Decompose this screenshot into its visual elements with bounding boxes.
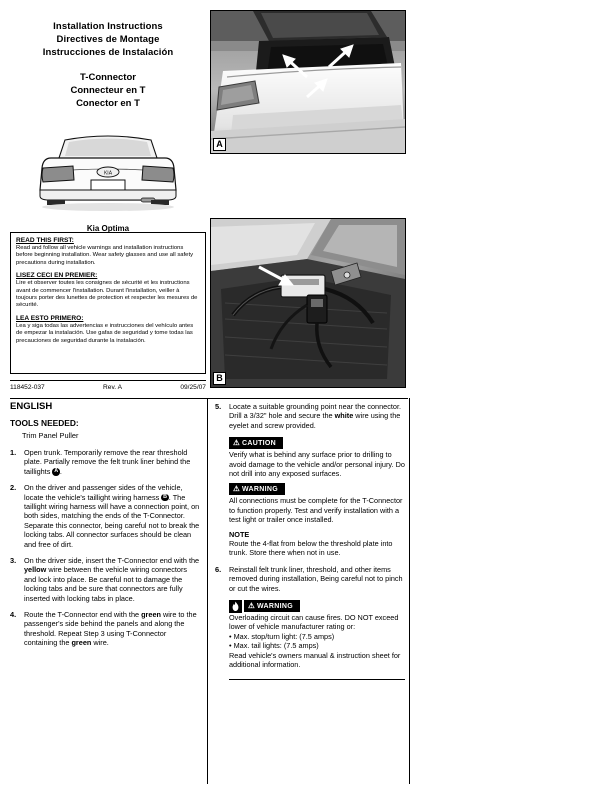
fire-warning-bar (244, 600, 300, 612)
step-number: 2. (10, 483, 17, 493)
step-text (24, 556, 200, 603)
warning-triangle-icon: ⚠ (233, 484, 241, 494)
taillight-wiring-harness-photo (210, 218, 406, 388)
tools-needed-item: Trim Panel Puller (22, 430, 79, 440)
fire-icon-glyph (229, 600, 242, 613)
step-text (24, 610, 200, 648)
language-heading: ENGLISH (10, 401, 53, 412)
instruction-step (215, 565, 405, 593)
instruction-step (215, 402, 405, 430)
fire-warning-closing: Read vehicle's owners manual & instruction sheet for additional information. (229, 650, 401, 670)
step-number: 4. (10, 609, 17, 619)
column-divider-right (409, 398, 410, 784)
svg-text:KIA: KIA (103, 170, 113, 177)
title-and-info-column (10, 10, 206, 391)
fire-warning-bullet: • Max. stop/turn light: (7.5 amps) (229, 631, 335, 641)
header-separator-rule (10, 398, 408, 399)
document-header-section (0, 0, 612, 392)
photo-label-b: B (213, 372, 226, 385)
warning-alert-bar (229, 483, 285, 495)
step-text-post: . The taillight wiring harness will have a connection point, on both sides, matching the ends of the T-Connector. Separate this connector, being careful not to break the locking tabs. All connector surfaces should be clean and free of dirt. (24, 492, 200, 549)
read-this-first-box (10, 232, 206, 374)
step-text (24, 448, 200, 476)
callout-marker-a: A (54, 468, 59, 475)
step-text (229, 402, 405, 430)
fire-icon (229, 600, 242, 613)
read-first-heading-spanish: LEA ESTO PRIMERO: (16, 314, 84, 322)
title-line-english: Installation Instructions (53, 21, 163, 32)
instructions-column-right (215, 402, 405, 680)
product-name-block (10, 71, 206, 110)
highlight-word-green-1: green (141, 609, 161, 619)
step-text-post: wire. (91, 638, 109, 648)
note-text: Route the 4-flat from below the threshold plate into trunk. Store there when not in use. (229, 538, 393, 558)
step-text-post: . (59, 466, 62, 476)
title-line-spanish: Instrucciones de Instalación (42, 47, 174, 58)
caution-alert-bar (229, 437, 283, 449)
instruction-step (10, 556, 200, 603)
fire-warning-header (229, 600, 405, 613)
step-number: 1. (10, 447, 17, 457)
step-text-pre: Open trunk. Temporarily remove the rear threshold plate. Partially remove the felt trunk liner behind the taillights (24, 447, 191, 476)
instructions-column-left (10, 402, 200, 655)
step-text-pre: On the driver side, insert the T-Connector end with the (24, 555, 200, 565)
step-number: 6. (215, 564, 222, 574)
step-text-pre: On the driver and passenger sides of the vehicle, locate the vehicle's taillight wiring harness (24, 483, 183, 502)
document-date: 09/25/07 (180, 384, 206, 391)
warning-alert (229, 483, 405, 524)
highlight-word-white: white (334, 411, 354, 421)
caution-label: CAUTION (242, 440, 277, 448)
step-number: 3. (10, 555, 17, 565)
part-number: 118452-037 (10, 384, 45, 391)
warning-triangle-icon: ⚠ (248, 600, 256, 610)
warning-text: All connections must be complete for the T-Connector to function properly. Test and verify installation with a test light or trailer once installed. (229, 496, 403, 525)
step-text-mid: wire to the passenger's side behind the panels and along the threshold. Repeat Step 3 using T-Connector containing the (24, 609, 197, 648)
read-first-body-spanish: Lea y siga todas las advertencias e instrucciones del vehículo antes de empezar la instalación. Use gafas de seguridad y tome todas las precauciones de seguridad durante la instalación. (16, 322, 194, 344)
read-first-heading-english: READ THIS FIRST: (16, 237, 74, 244)
instruction-step (10, 448, 200, 476)
step-text-post: wire between the vehicle wiring connectors and lock into place. Be careful not to damage the locking tabs and be sure that connectors are fully inserted with locking tabs in place. (24, 565, 188, 603)
callout-marker-b: B (163, 493, 167, 500)
read-first-body-english: Read and follow all vehicle warnings and installation instructions before beginning installation. Wear safety glasses and use all safety precautions during installation. (16, 245, 194, 266)
trunk-open-rear-view-photo (210, 10, 406, 154)
instruction-step (10, 610, 200, 648)
photo-label-a: A (213, 138, 226, 151)
caution-alert (229, 437, 405, 478)
column-divider-left (207, 398, 208, 784)
fire-warning-text: Overloading circuit can cause fires. DO NOT exceed lower of vehicle manufacturer rating or: (229, 612, 399, 632)
fire-warning-label: WARNING (257, 602, 293, 610)
step-number: 5. (215, 402, 222, 411)
instruction-step (10, 483, 200, 549)
warning-label: WARNING (242, 486, 278, 494)
read-first-body-french: Lire et observer toutes les consignes de sécurité et les instructions avant de commencer l'installation. Durant l'installation, veiller à toujours porter des lunettes de protection et respecter les mesures de sécurité. (16, 280, 198, 309)
vehicle-caption: Kia Optima (86, 224, 130, 233)
product-name-spanish: Conector en T (76, 98, 140, 109)
tools-needed-heading: TOOLS NEEDED: (10, 418, 79, 429)
note-heading: NOTE (229, 529, 250, 539)
fire-warning-bullet: • Max. tail lights: (7.5 amps) (229, 641, 319, 651)
revision-label: Rev. A (103, 384, 122, 391)
step-text-post: wire using the eyelet and screw provided. (229, 411, 401, 430)
title-line-french: Directives de Montage (56, 34, 160, 45)
document-footer (10, 380, 206, 391)
photo-b-graphic (211, 219, 405, 387)
vehicle-illustration (10, 128, 206, 233)
step-text (24, 483, 200, 549)
caution-text: Verify what is behind any surface prior to drilling to avoid damage to the vehicle and/or personal injury. Do not drill into any exposed surfaces. (229, 450, 405, 479)
step-text-pre: Route the T-Connector end with the (24, 609, 142, 619)
section-end-rule (229, 679, 405, 680)
step-text: Reinstall felt trunk liner, threshold, and other items removed during installation, Being careful not to pinch or cut the wires. (229, 564, 403, 593)
read-first-heading-french: LISEZ CECI EN PREMIER: (16, 272, 98, 280)
product-name-french: Connecteur en T (70, 85, 146, 96)
document-title-block (10, 20, 206, 59)
step-text-pre: Locate a suitable grounding point near the connector. Drill a 3/32" hole and secure the (229, 402, 402, 421)
highlight-word-yellow: yellow (24, 565, 47, 575)
highlight-word-green-2: green (71, 638, 92, 648)
photo-a-graphic (211, 11, 405, 153)
product-name-english: T-Connector (80, 72, 136, 83)
warning-triangle-icon: ⚠ (233, 438, 241, 448)
kia-optima-rear-illustration (33, 128, 183, 220)
